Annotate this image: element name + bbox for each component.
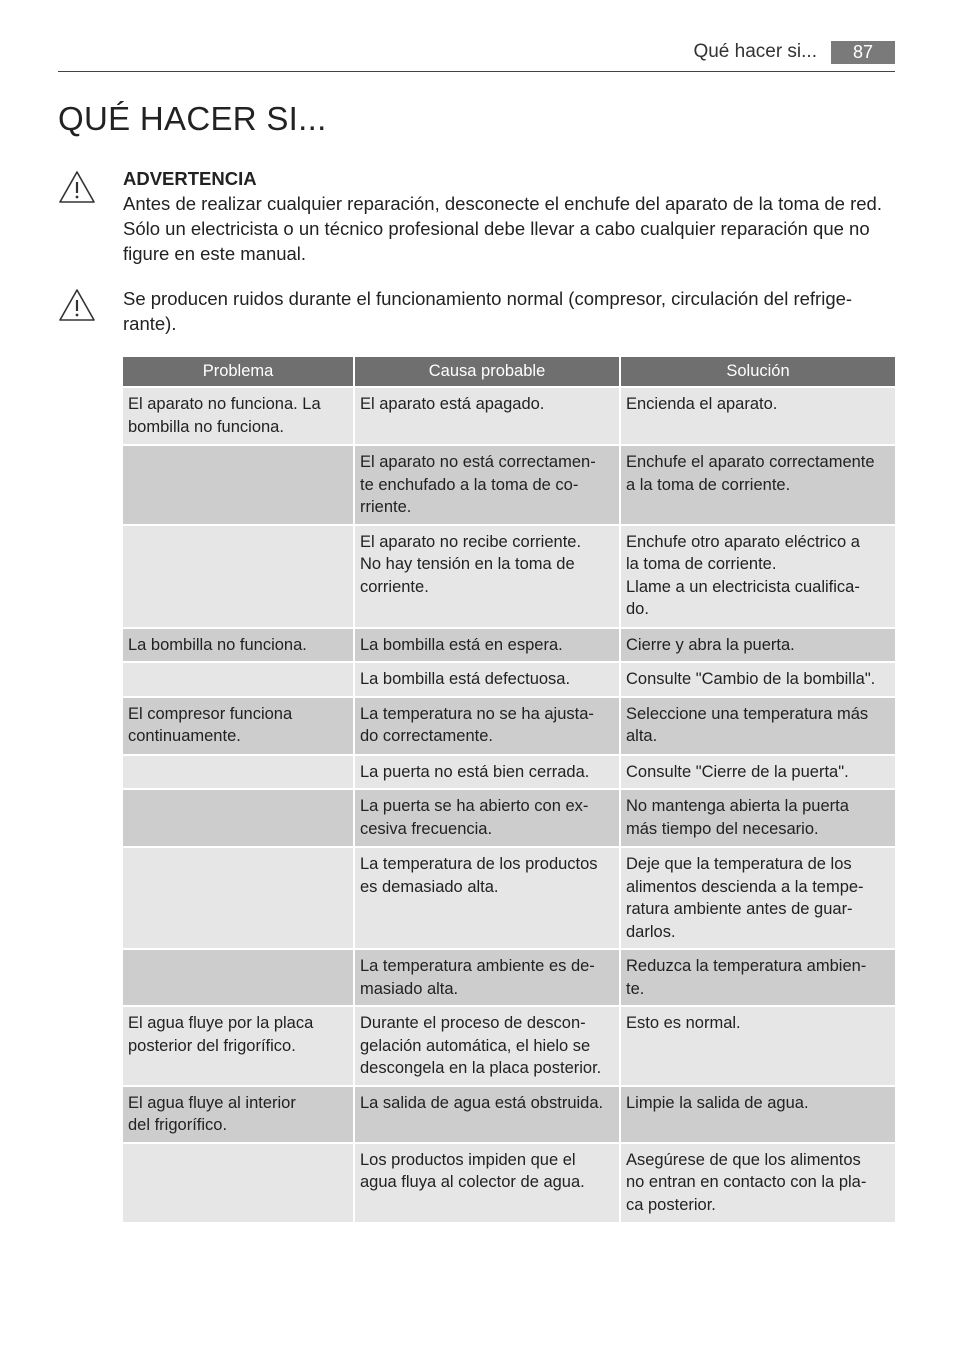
cell-text-line: es demasiado alta. (360, 877, 499, 896)
cell-text-line: Encienda el aparato. (626, 395, 778, 413)
cell-text-line: No mantenga abierta la puerta (626, 797, 849, 815)
cell-problem (123, 1007, 353, 1085)
cell-solution (621, 663, 895, 696)
cell-text-line: La bombilla no funciona. (128, 635, 307, 654)
cell-text-line: gelación automática, el hielo se (360, 1036, 591, 1055)
warning-block-advertencia (123, 166, 898, 266)
cell-text-line: El agua fluye por la placa (128, 1014, 314, 1032)
cell-cause (355, 526, 619, 627)
warning-text-line: figure en este manual. (123, 243, 307, 264)
table-row (123, 950, 895, 1005)
cell-text-line: Llame a un electricista cualifica- (626, 577, 860, 596)
table-row (123, 446, 895, 524)
cell-text-line: El aparato no recibe corriente. (360, 532, 582, 551)
cell-solution (621, 526, 895, 627)
cell-solution (621, 790, 895, 846)
table-row (123, 1007, 895, 1085)
cell-text-line: bombilla no funciona. (128, 417, 284, 436)
warning-text-line: Sólo un electricista o un técnico profesional debe llevar a cabo cualquier reparación que no (123, 218, 870, 239)
warning-text-line: rante). (123, 313, 177, 334)
cell-solution (621, 1007, 895, 1085)
cell-problem (123, 446, 353, 524)
table-body (123, 388, 895, 1222)
table-row (123, 848, 895, 948)
cell-text-line: descongela en la placa posterior. (360, 1059, 602, 1077)
troubleshooting-table (121, 355, 897, 1224)
warning-block-ruidos (123, 286, 898, 336)
table-row (123, 698, 895, 754)
cell-solution (621, 1087, 895, 1142)
cell-text-line: La temperatura ambiente es de- (360, 957, 595, 975)
cell-text-line: La bombilla está en espera. (360, 635, 563, 654)
cell-cause (355, 698, 619, 754)
cell-text-line: Deje que la temperatura de los (626, 855, 852, 873)
cell-text-line: ca posterior. (626, 1195, 716, 1214)
cell-text-line: corriente. (360, 577, 429, 596)
cell-problem (123, 388, 353, 444)
cell-cause (355, 446, 619, 524)
table-row (123, 663, 895, 696)
cell-text-line: Limpie la salida de agua. (626, 1093, 809, 1112)
cell-text-line: cesiva frecuencia. (360, 819, 493, 838)
cell-text-line: Cierre y abra la puerta. (626, 635, 795, 654)
cell-text-line: Esto es normal. (626, 1014, 741, 1032)
cell-text-line: continuamente. (128, 727, 241, 745)
cell-problem (123, 848, 353, 948)
cell-problem (123, 1087, 353, 1142)
cell-text-line: El aparato no está correctamen- (360, 453, 596, 471)
cell-text-line: La temperatura no se ha ajusta- (360, 704, 594, 723)
cell-solution (621, 446, 895, 524)
cell-text-line: Enchufe el aparato correctamente (626, 453, 875, 471)
column-header-causa: Causa probable (355, 357, 619, 386)
cell-text-line: te enchufado a la toma de co- (360, 475, 579, 494)
cell-text-line: El aparato no funciona. La (128, 395, 321, 413)
cell-solution (621, 388, 895, 444)
cell-text-line: No hay tensión en la toma de (360, 555, 575, 573)
cell-text-line: posterior del frigorífico. (128, 1036, 296, 1055)
cell-problem (123, 629, 353, 662)
cell-solution (621, 950, 895, 1005)
cell-text-line: agua fluya al colector de agua. (360, 1173, 585, 1191)
page-title: QUÉ HACER SI... (58, 100, 327, 137)
cell-text-line: Asegúrese de que los alimentos (626, 1150, 861, 1169)
cell-text-line: te. (626, 979, 645, 998)
warning-title: ADVERTENCIA (123, 168, 257, 189)
warning-triangle-icon (58, 288, 96, 322)
cell-text-line: Consulte "Cierre de la puerta". (626, 762, 849, 781)
cell-solution (621, 629, 895, 662)
cell-text-line: más tiempo del necesario. (626, 819, 819, 838)
cell-problem (123, 698, 353, 754)
cell-solution (621, 1144, 895, 1222)
table-row (123, 1144, 895, 1222)
cell-text-line: do. (626, 600, 649, 618)
warning-triangle-icon (58, 170, 96, 204)
cell-cause (355, 950, 619, 1005)
cell-text-line: alimentos descienda a la tempe- (626, 877, 864, 896)
cell-cause (355, 848, 619, 948)
page-number-badge: 87 (831, 41, 895, 64)
table-row (123, 756, 895, 789)
cell-cause (355, 1087, 619, 1142)
cell-text-line: La bombilla está defectuosa. (360, 670, 571, 688)
table-row (123, 629, 895, 662)
cell-text-line: a la toma de corriente. (626, 475, 791, 494)
table-header-row (123, 357, 895, 386)
cell-cause (355, 756, 619, 789)
cell-text-line: no entran en contacto con la pla- (626, 1173, 867, 1191)
cell-problem (123, 526, 353, 627)
cell-text-line: La temperatura de los productos (360, 855, 598, 873)
cell-text-line: La puerta no está bien cerrada. (360, 762, 590, 781)
cell-cause (355, 790, 619, 846)
cell-problem (123, 1144, 353, 1222)
cell-problem (123, 756, 353, 789)
cell-solution (621, 756, 895, 789)
cell-text-line: Los productos impiden que el (360, 1150, 576, 1169)
cell-problem (123, 790, 353, 846)
cell-text-line: alta. (626, 727, 658, 745)
cell-text-line: darlos. (626, 922, 676, 941)
cell-text-line: El aparato está apagado. (360, 395, 545, 413)
warning-text-line: Antes de realizar cualquier reparación, desconecte el enchufe del aparato de la toma de red. (123, 193, 882, 214)
cell-text-line: ratura ambiente antes de guar- (626, 900, 853, 918)
cell-cause (355, 663, 619, 696)
cell-solution (621, 848, 895, 948)
running-header (58, 38, 895, 72)
cell-solution (621, 698, 895, 754)
cell-text-line: rriente. (360, 498, 412, 516)
cell-cause (355, 388, 619, 444)
cell-problem (123, 663, 353, 696)
cell-text-line: Consulte "Cambio de la bombilla". (626, 670, 876, 688)
cell-text-line: del frigorífico. (128, 1116, 228, 1134)
cell-cause (355, 629, 619, 662)
cell-problem (123, 950, 353, 1005)
table-row (123, 1087, 895, 1142)
cell-text-line: Durante el proceso de descon- (360, 1014, 586, 1032)
table-row (123, 526, 895, 627)
cell-text-line: masiado alta. (360, 979, 459, 998)
cell-text-line: la toma de corriente. (626, 555, 777, 573)
warning-text-line: Se producen ruidos durante el funcionamiento normal (compresor, circulación del refrige- (123, 288, 853, 309)
cell-text-line: Seleccione una temperatura más (626, 704, 869, 723)
cell-text-line: La puerta se ha abierto con ex- (360, 797, 589, 815)
cell-cause (355, 1144, 619, 1222)
column-header-solucion: Solución (621, 357, 895, 386)
cell-text-line: La salida de agua está obstruida. (360, 1093, 604, 1112)
cell-cause (355, 1007, 619, 1085)
table-row (123, 790, 895, 846)
cell-text-line: Reduzca la temperatura ambien- (626, 957, 867, 975)
column-header-problema: Problema (123, 357, 353, 386)
cell-text-line: do correctamente. (360, 727, 493, 745)
cell-text-line: El agua fluye al interior (128, 1093, 296, 1112)
table-row (123, 388, 895, 444)
header-section-title: Qué hacer si... (693, 41, 817, 62)
cell-text-line: El compresor funciona (128, 704, 293, 723)
cell-text-line: Enchufe otro aparato eléctrico a (626, 532, 860, 551)
